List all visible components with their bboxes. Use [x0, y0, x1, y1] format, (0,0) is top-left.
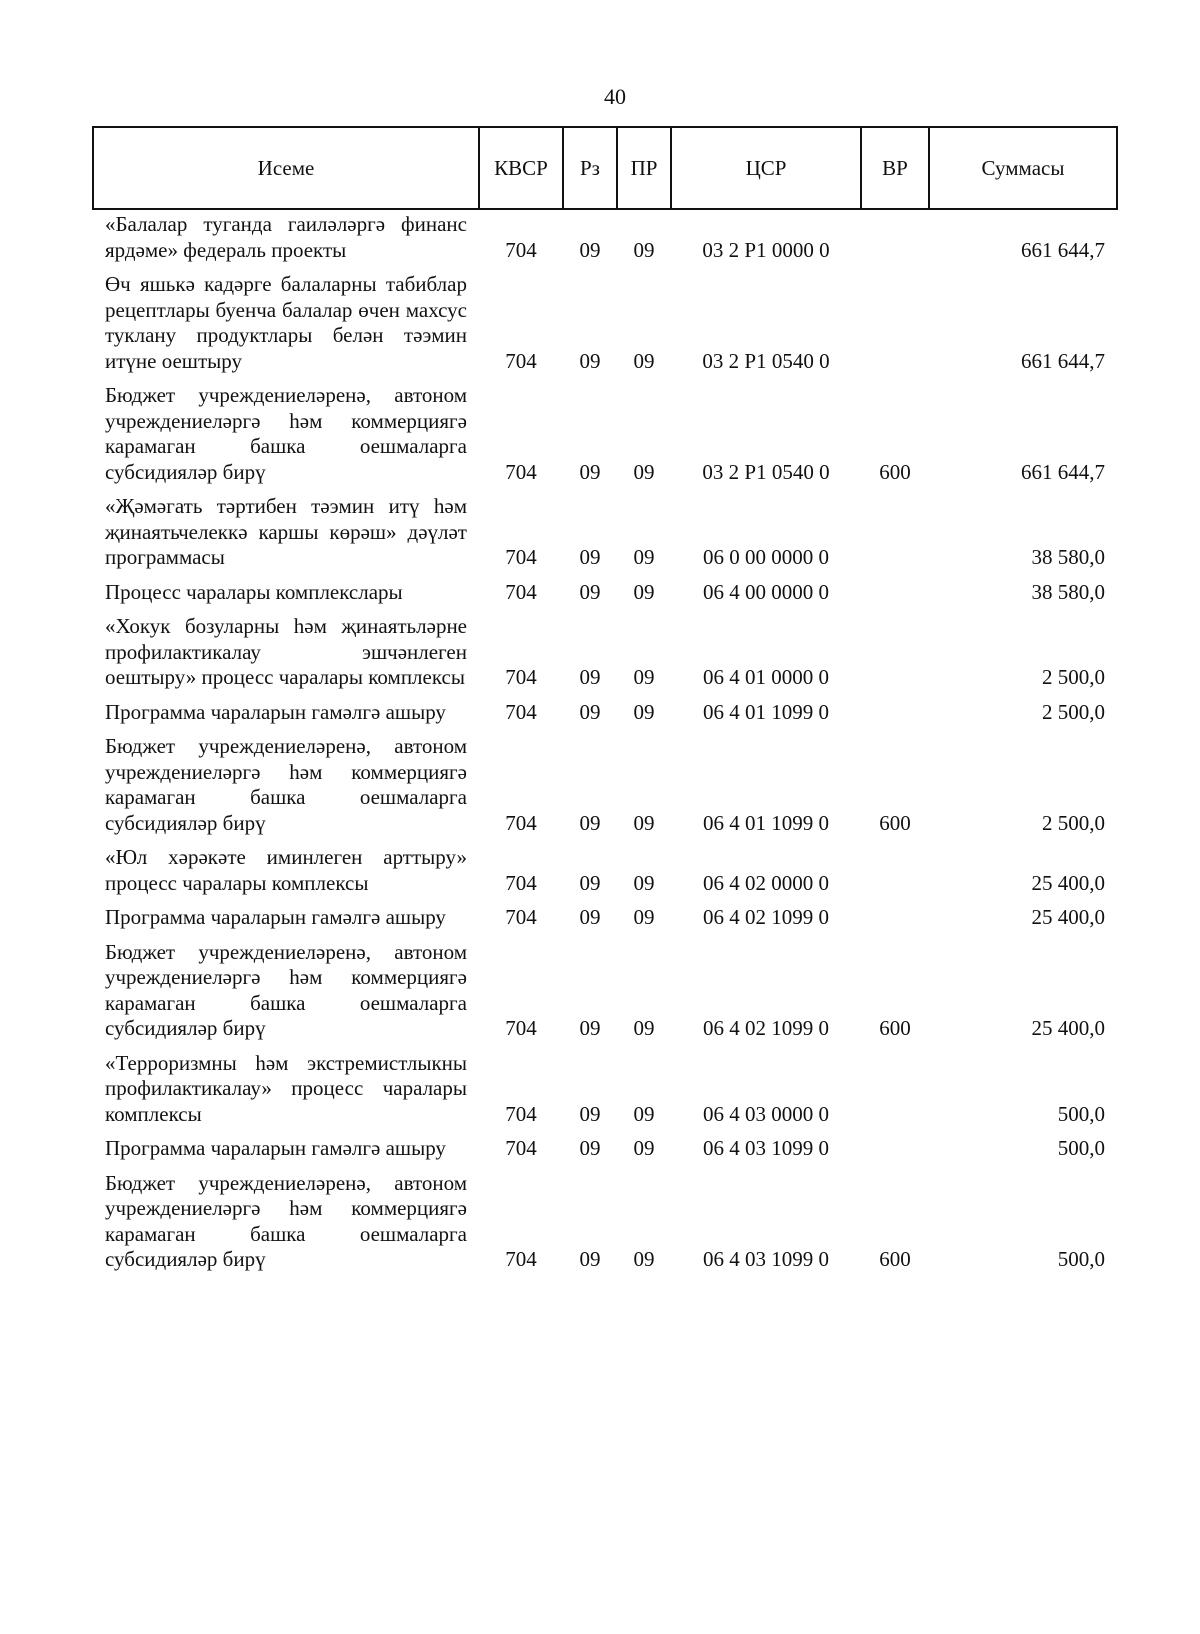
- cell-vr: [861, 572, 929, 607]
- table-header: [93, 127, 1117, 209]
- cell-name: Программа чараларын гамәлгә ашыру: [105, 699, 446, 724]
- header-kvsr: КВСР: [479, 127, 563, 209]
- cell-sum: 500,0: [1057, 1247, 1105, 1271]
- table-row: [93, 1163, 1117, 1274]
- cell-vr: 600: [879, 1247, 911, 1271]
- cell-csr: 03 2 Р1 0540 0: [702, 348, 830, 373]
- cell-pr: 09: [633, 905, 655, 929]
- cell-kvsr: 704: [505, 459, 537, 484]
- cell-rz: 09: [579, 237, 601, 262]
- table-row: [93, 264, 1117, 375]
- table-row: [93, 897, 1117, 932]
- cell-name: Бюджет учреждениеләренә, автоном учреждениеләргә һәм коммерциягә карамаган башка оешмаларга субсидияләр бирү: [105, 939, 467, 1040]
- table-row: [93, 1128, 1117, 1163]
- header-name: Исеме: [93, 127, 479, 209]
- cell-name: «Терроризмны һәм экстремистлыкны профилактикалау» процесс чаралары комплексы: [105, 1050, 467, 1126]
- cell-sum: 2 500,0: [1042, 699, 1105, 724]
- cell-rz: 09: [579, 1247, 601, 1271]
- cell-vr: [861, 486, 929, 572]
- cell-pr: 09: [633, 1016, 655, 1040]
- cell-pr: 09: [633, 870, 655, 895]
- cell-pr: 09: [633, 348, 655, 373]
- cell-vr: [861, 209, 929, 264]
- cell-rz: 09: [579, 665, 601, 689]
- cell-kvsr: 704: [505, 579, 537, 604]
- cell-name: Процесс чаралары комплекслары: [105, 579, 403, 604]
- cell-rz: 09: [579, 905, 601, 929]
- budget-table: [92, 126, 1118, 1274]
- cell-name: Бюджет учреждениеләренә, автоном учреждениеләргә һәм коммерциягә карамаган башка оешмаларга субсидияләр бирү: [105, 1170, 467, 1271]
- cell-kvsr: 704: [505, 810, 537, 835]
- cell-csr: 06 4 01 1099 0: [703, 810, 829, 835]
- cell-vr: [861, 264, 929, 375]
- cell-csr: 06 4 01 0000 0: [703, 665, 829, 689]
- cell-sum: 25 400,0: [1031, 870, 1105, 895]
- page-number: 40: [604, 84, 626, 109]
- table-row: [93, 375, 1117, 486]
- cell-sum: 661 644,7: [1021, 459, 1105, 484]
- table-row: [93, 692, 1117, 727]
- cell-rz: 09: [579, 1136, 601, 1160]
- cell-kvsr: 704: [505, 1101, 537, 1126]
- table-row: [93, 209, 1117, 264]
- cell-name: Өч яшькә кадәрге балаларны табиблар рецептлары буенча балалар өчен махсус туклану продуктлары белән тәэмин итүне оештыру: [105, 272, 467, 373]
- cell-csr: 06 0 00 0000 0: [703, 545, 829, 569]
- table-row: [93, 572, 1117, 607]
- cell-csr: 06 4 00 0000 0: [703, 579, 829, 604]
- cell-rz: 09: [579, 348, 601, 373]
- cell-sum: 661 644,7: [1021, 348, 1105, 373]
- header-sum: Суммасы: [929, 127, 1117, 209]
- cell-name: «Хокук бозуларны һәм җинаятьләрне профилактикалау эшчәнлеген оештыру» процесс чаралары комплексы: [105, 614, 467, 689]
- cell-vr: 600: [879, 1016, 911, 1040]
- header-rz: Рз: [563, 127, 617, 209]
- cell-rz: 09: [579, 870, 601, 895]
- cell-kvsr: 704: [505, 699, 537, 724]
- table-row: [93, 486, 1117, 572]
- header-csr: ЦСР: [671, 127, 861, 209]
- cell-vr: [861, 1043, 929, 1129]
- cell-vr: [861, 692, 929, 727]
- cell-kvsr: 704: [505, 1247, 537, 1271]
- cell-csr: 03 2 Р1 0540 0: [702, 459, 830, 484]
- table-row: [93, 837, 1117, 897]
- cell-sum: 2 500,0: [1042, 665, 1105, 689]
- cell-pr: 09: [633, 1136, 655, 1160]
- cell-csr: 06 4 01 1099 0: [703, 699, 829, 724]
- cell-pr: 09: [633, 1247, 655, 1271]
- cell-pr: 09: [633, 579, 655, 604]
- cell-name: Программа чараларын гамәлгә ашыру: [105, 905, 446, 929]
- cell-csr: 06 4 03 0000 0: [703, 1101, 829, 1126]
- cell-name: «Балалар туганда гаиләләргә финанс ярдәме» федераль проекты: [105, 212, 467, 262]
- table-row: [93, 726, 1117, 837]
- cell-name: Программа чараларын гамәлгә ашыру: [105, 1136, 446, 1160]
- cell-sum: 500,0: [1057, 1136, 1105, 1160]
- cell-kvsr: 704: [505, 545, 537, 569]
- cell-sum: 25 400,0: [1031, 905, 1105, 929]
- cell-kvsr: 704: [505, 348, 537, 373]
- cell-kvsr: 704: [505, 870, 537, 895]
- cell-kvsr: 704: [505, 1136, 537, 1160]
- cell-sum: 38 580,0: [1031, 545, 1105, 569]
- cell-name: «Җәмәгать тәртибен тәэмин итү һәм җинаятьчелеккә каршы көрәш» дәүләт программасы: [105, 494, 467, 569]
- cell-name: «Юл хәрәкәте иминлеген арттыру» процесс чаралары комплексы: [105, 845, 467, 895]
- cell-vr: [861, 1128, 929, 1163]
- cell-csr: 06 4 02 1099 0: [703, 1016, 829, 1040]
- cell-sum: 661 644,7: [1021, 237, 1105, 262]
- cell-name: Бюджет учреждениеләренә, автоном учреждениеләргә һәм коммерциягә карамаган башка оешмаларга субсидияләр бирү: [105, 383, 467, 484]
- cell-csr: 06 4 03 1099 0: [703, 1136, 829, 1160]
- cell-pr: 09: [633, 1101, 655, 1126]
- header-vr: ВР: [861, 127, 929, 209]
- cell-kvsr: 704: [505, 905, 537, 929]
- cell-kvsr: 704: [505, 665, 537, 689]
- cell-vr: 600: [879, 810, 911, 835]
- cell-pr: 09: [633, 665, 655, 689]
- cell-rz: 09: [579, 459, 601, 484]
- header-pr: ПР: [617, 127, 671, 209]
- cell-rz: 09: [579, 545, 601, 569]
- cell-vr: [861, 897, 929, 932]
- cell-csr: 06 4 02 1099 0: [703, 905, 829, 929]
- table-body: [93, 209, 1117, 1274]
- cell-vr: [861, 837, 929, 897]
- cell-pr: 09: [633, 237, 655, 262]
- table-row: [93, 932, 1117, 1043]
- table-row: [93, 1043, 1117, 1129]
- cell-sum: 2 500,0: [1042, 810, 1105, 835]
- cell-vr: 600: [879, 459, 911, 484]
- cell-rz: 09: [579, 810, 601, 835]
- cell-rz: 09: [579, 579, 601, 604]
- table-row: [93, 606, 1117, 692]
- cell-pr: 09: [633, 459, 655, 484]
- cell-name: Бюджет учреждениеләренә, автоном учреждениеләргә һәм коммерциягә карамаган башка оешмаларга субсидияләр бирү: [105, 734, 467, 835]
- cell-pr: 09: [633, 545, 655, 569]
- cell-pr: 09: [633, 810, 655, 835]
- cell-pr: 09: [633, 699, 655, 724]
- cell-rz: 09: [579, 1101, 601, 1126]
- cell-kvsr: 704: [505, 237, 537, 262]
- cell-vr: [861, 606, 929, 692]
- cell-rz: 09: [579, 699, 601, 724]
- cell-sum: 500,0: [1057, 1101, 1105, 1126]
- cell-csr: 06 4 02 0000 0: [703, 870, 829, 895]
- cell-rz: 09: [579, 1016, 601, 1040]
- cell-csr: 03 2 Р1 0000 0: [702, 237, 830, 262]
- cell-kvsr: 704: [505, 1016, 537, 1040]
- cell-csr: 06 4 03 1099 0: [703, 1247, 829, 1271]
- cell-sum: 38 580,0: [1031, 579, 1105, 604]
- cell-sum: 25 400,0: [1031, 1016, 1105, 1040]
